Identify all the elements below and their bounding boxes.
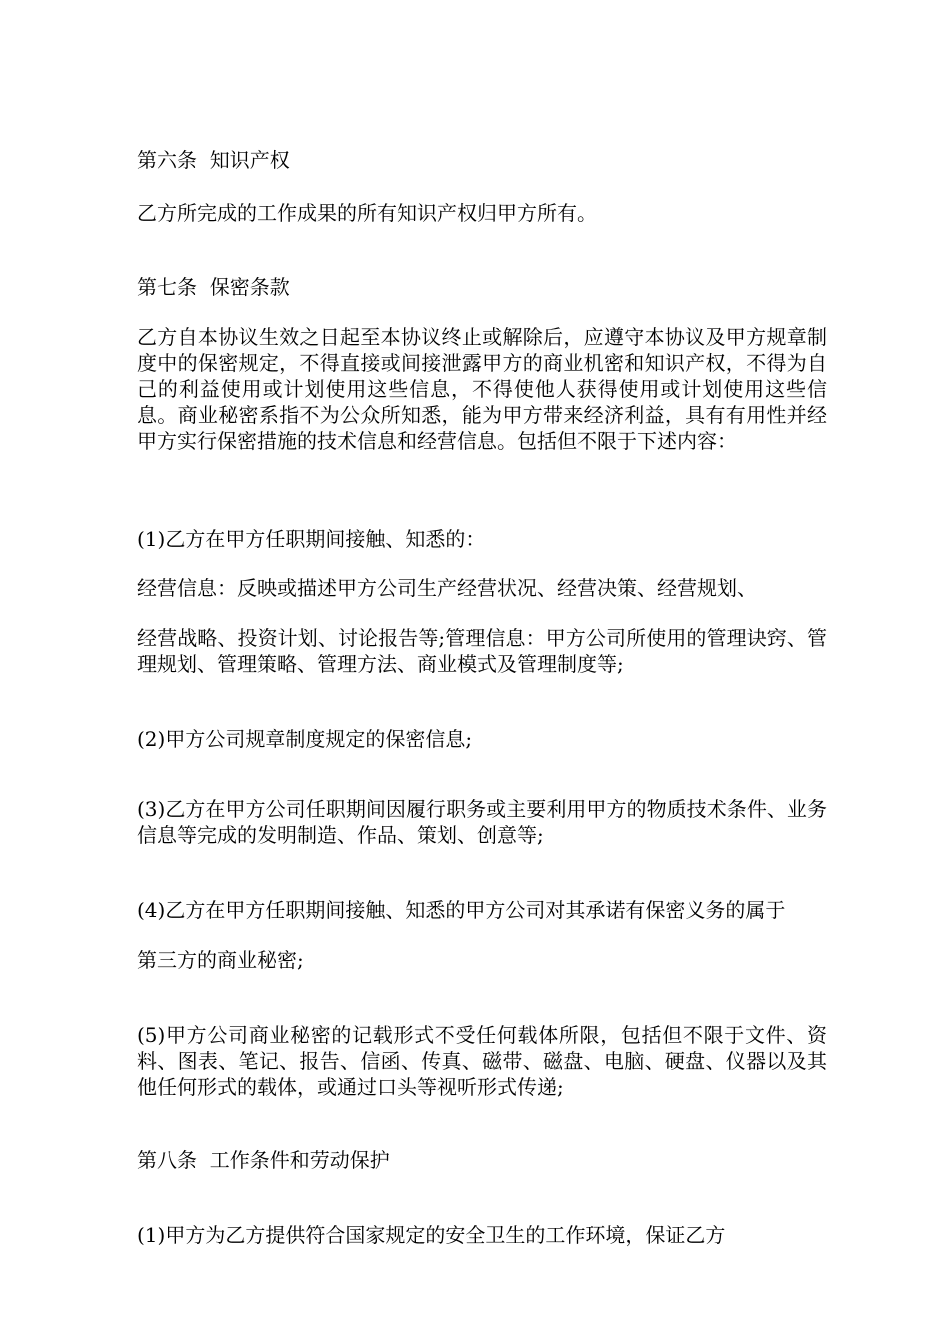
article-7-intro: 乙方自本协议生效之日起至本协议终止或解除后，应遵守本协议及甲方规章制度中的保密规定，不得直接或间接泄露甲方的商业机密和知识产权，不得为自己的利益使用或计划使用这些信息，不得使他人获得使用或计划使用这些信息。商业秘密系指不为公众所知悉，能为甲方带来经济利益，具有有用性并经甲方实行保密措施的技术信息和经营信息。包括但不限于下述内容：	[137, 325, 827, 453]
article-7-item-4-line-1: (4)乙方在甲方任职期间接触、知悉的甲方公司对其承诺有保密义务的属于	[137, 898, 786, 922]
article-6-text: 乙方所完成的工作成果的所有知识产权归甲方所有。	[137, 201, 597, 225]
article-7-item-1-management-info: 经营战略、投资计划、讨论报告等;管理信息：甲方公司所使用的管理诀窍、管理规划、管理策略、管理方法、商业模式及管理制度等;	[137, 626, 827, 676]
article-8-heading: 第八条 工作条件和劳动保护	[137, 1148, 390, 1172]
article-6-heading: 第六条 知识产权	[137, 148, 290, 172]
article-7-item-5: (5)甲方公司商业秘密的记载形式不受任何载体所限，包括但不限于文件、资料、图表、笔记、报告、信函、传真、磁带、磁盘、电脑、硬盘、仪器以及其他任何形式的载体，或通过口头等视听形式传递;	[137, 1023, 827, 1099]
article-7-item-1-business-info: 经营信息：反映或描述甲方公司生产经营状况、经营决策、经营规划、	[137, 576, 757, 600]
article-8-item-1: (1)甲方为乙方提供符合国家规定的安全卫生的工作环境，保证乙方	[137, 1223, 726, 1247]
article-7-item-4-line-2: 第三方的商业秘密;	[137, 948, 304, 972]
article-7-heading: 第七条 保密条款	[137, 275, 290, 299]
article-7-item-3: (3)乙方在甲方公司任职期间因履行职务或主要利用甲方的物质技术条件、业务信息等完成的发明制造、作品、策划、创意等;	[137, 797, 827, 847]
article-7-item-1: (1)乙方在甲方任职期间接触、知悉的：	[137, 527, 486, 551]
article-7-item-2: (2)甲方公司规章制度规定的保密信息;	[137, 727, 473, 751]
